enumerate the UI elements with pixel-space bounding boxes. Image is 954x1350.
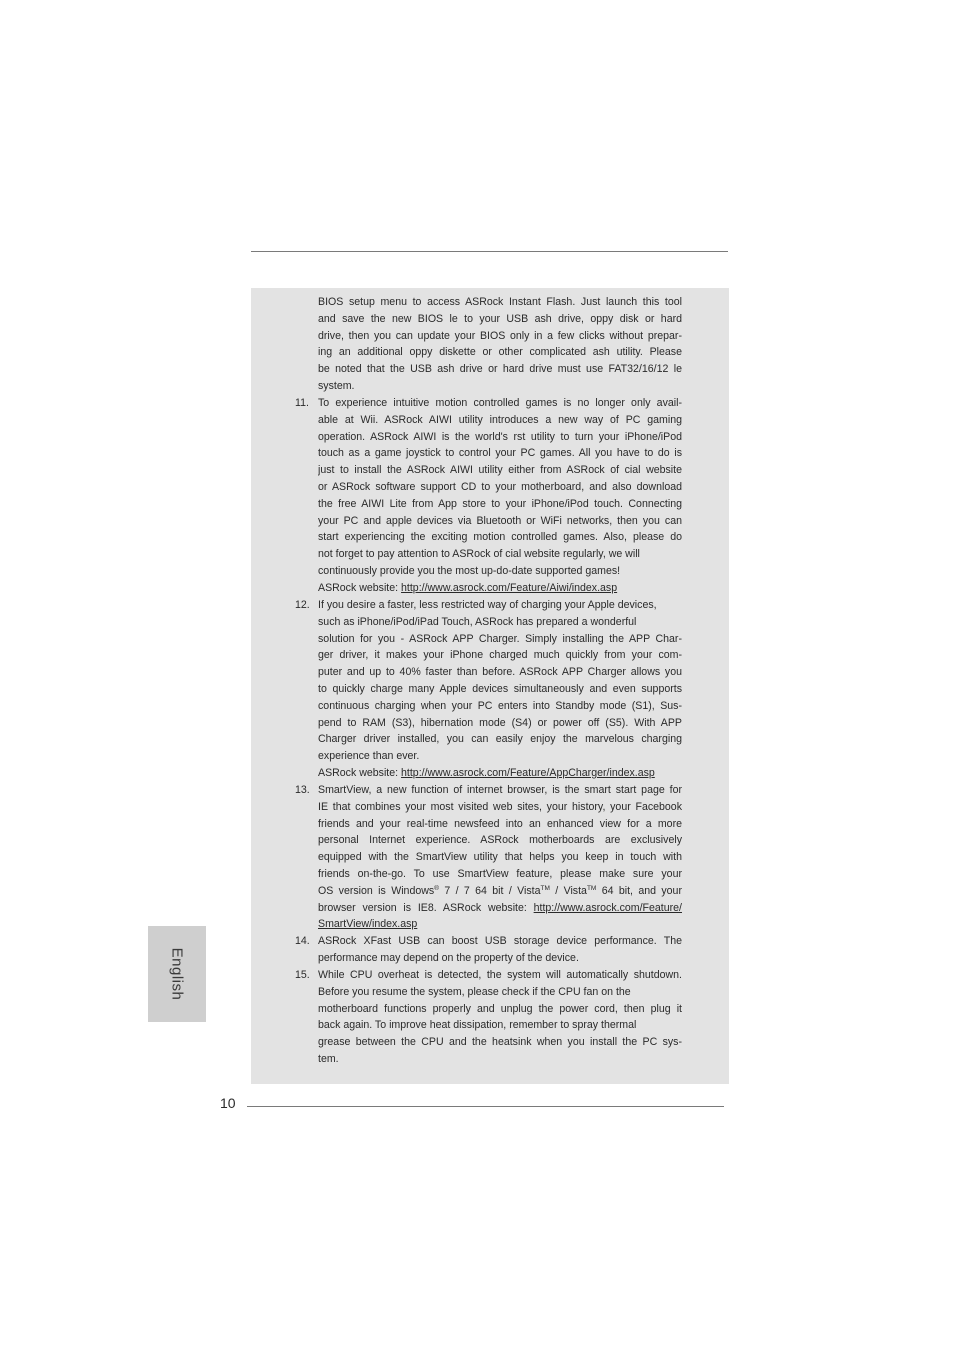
text-line: operation. ASRock AIWI is the world's rst utility to turn your iPhone/iPod [318, 430, 682, 443]
text-line: Charger driver installed, you can easily enjoy the marvelous charging [318, 733, 682, 746]
item-number: 13. [295, 784, 310, 796]
text-line: system. [318, 379, 355, 392]
text-line: pend to RAM (S3), hibernation mode (S4) or power off (S5). With APP [318, 716, 682, 729]
language-label: English [168, 947, 186, 1001]
text-line: personal Internet experience. ASRock motherboards are exclusively [318, 834, 682, 847]
text-line: grease between the CPU and the heatsink when you install the PC sys- [318, 1036, 682, 1049]
text-line: ing an additional oppy diskette or other complicated ash utility. Please [318, 346, 682, 359]
text-line: just to install the ASRock AIWI utility either from ASRock of cial website [318, 464, 682, 477]
page-number: 10 [220, 1095, 236, 1111]
app-charger-link[interactable]: http://www.asrock.com/Feature/AppCharger/index.asp [401, 766, 655, 779]
text-line: ger driver, it makes your iPhone charged much quickly from your com- [318, 649, 682, 662]
item-number: 15. [295, 969, 310, 981]
text-line: experience than ever. [318, 750, 420, 763]
text-line: While CPU overheat is detected, the system will automatically shutdown. [318, 969, 682, 981]
text-line: If you desire a faster, less restricted way of charging your Apple devices, [318, 599, 657, 611]
item-number: 12. [295, 599, 310, 611]
text-span: browser version is IE8. ASRock website: [318, 901, 534, 914]
trademark-mark: TM [586, 884, 597, 892]
text-line: solution for you - ASRock APP Charger. Simply installing the APP Char- [318, 632, 682, 645]
text-line: IE that combines your most visited web sites, your history, your Facebook [318, 800, 682, 813]
language-tab [148, 926, 206, 1022]
text-span: / Vista [549, 884, 587, 897]
url-continuation-line [318, 916, 682, 933]
browser-line [318, 900, 682, 917]
os-version-line [318, 883, 682, 900]
text-line: not forget to pay attention to ASRock of cial website regularly, we will [318, 548, 640, 561]
header-rule [251, 251, 728, 252]
text-line: ASRock XFast USB can boost USB storage device performance. The [318, 935, 682, 947]
text-span: OS version is Windows [318, 884, 435, 897]
text-line: and save the new BIOS le to your USB ash drive, oppy disk or hard [318, 312, 682, 325]
text-line: SmartView, a new function of internet browser, is the smart start page for [318, 784, 682, 796]
website-label: ASRock website: [318, 766, 402, 779]
website-line [318, 580, 682, 597]
text-line: the free AIWI Lite from App store to your iPhone/iPod touch. Connecting [318, 497, 682, 510]
item-number: 11. [295, 397, 309, 409]
registered-mark: ® [434, 884, 439, 892]
text-span: 64 bit, and your [596, 884, 682, 897]
text-line: continuously provide you the most up-do-date supported games! [318, 564, 621, 577]
text-line: continuous charging when your PC enters into Standby mode (S1), Sus- [318, 699, 682, 712]
text-line: back again. To improve heat dissipation, remember to spray thermal [318, 1019, 637, 1032]
text-line: tem. [318, 1052, 339, 1065]
smartview-link[interactable]: http://www.asrock.com/Feature/ [533, 901, 682, 914]
text-line: or ASRock software support CD to your motherboard, and also download [318, 480, 682, 493]
text-line: drive, then you can update your BIOS only in a few clicks without prepar- [318, 329, 682, 342]
footer-rule [247, 1106, 724, 1107]
text-line: to quickly charge many Apple devices simultaneously and even supports [318, 682, 682, 695]
text-line: be noted that the USB ash drive or hard drive must use FAT32/16/12 le [318, 363, 682, 376]
item-number: 14. [295, 935, 310, 947]
text-line: start experiencing the exciting motion controlled games. Also, please do [318, 531, 682, 544]
text-line: Before you resume the system, please check if the CPU fan on the [318, 985, 631, 998]
text-line: equipped with the SmartView utility that helps you keep in touch with [318, 851, 682, 864]
content-panel [251, 288, 729, 1084]
text-line: able at Wii. ASRock AIWI utility introduces a new way of PC gaming [318, 413, 682, 426]
text-line: performance may depend on the property of the device. [318, 951, 579, 964]
text-line: friends on-the-go. To use SmartView feature, please make sure your [318, 867, 682, 880]
text-line: puter and up to 40% faster than before. ASRock APP Charger allows you [318, 666, 682, 679]
text-line: motherboard functions properly and unplug the power cord, then plug it [318, 1002, 682, 1015]
text-span: 7 / 7 64 bit / Vista [438, 884, 541, 897]
text-line: your PC and apple devices via Bluetooth or WiFi networks, then you can [318, 514, 682, 527]
trademark-mark: TM [540, 884, 550, 892]
intro-paragraph [318, 294, 682, 395]
website-label: ASRock website: [318, 581, 402, 594]
text-line: friends and your real-time newsfeed into an enhanced view for a more [318, 817, 682, 830]
smartview-link-continued[interactable]: SmartView/index.asp [318, 918, 418, 931]
aiwi-link[interactable]: http://www.asrock.com/Feature/Aiwi/index.asp [401, 581, 618, 594]
text-line: To experience intuitive motion controlled games is no longer only avail- [318, 397, 682, 409]
text-line: such as iPhone/iPod/iPad Touch, ASRock has prepared a wonderful [318, 615, 637, 628]
text-line: BIOS setup menu to access ASRock Instant Flash. Just launch this tool [318, 296, 682, 308]
website-line [318, 765, 682, 782]
text-line: touch as a game joystick to control your PC games. All you have to do is [318, 447, 682, 460]
